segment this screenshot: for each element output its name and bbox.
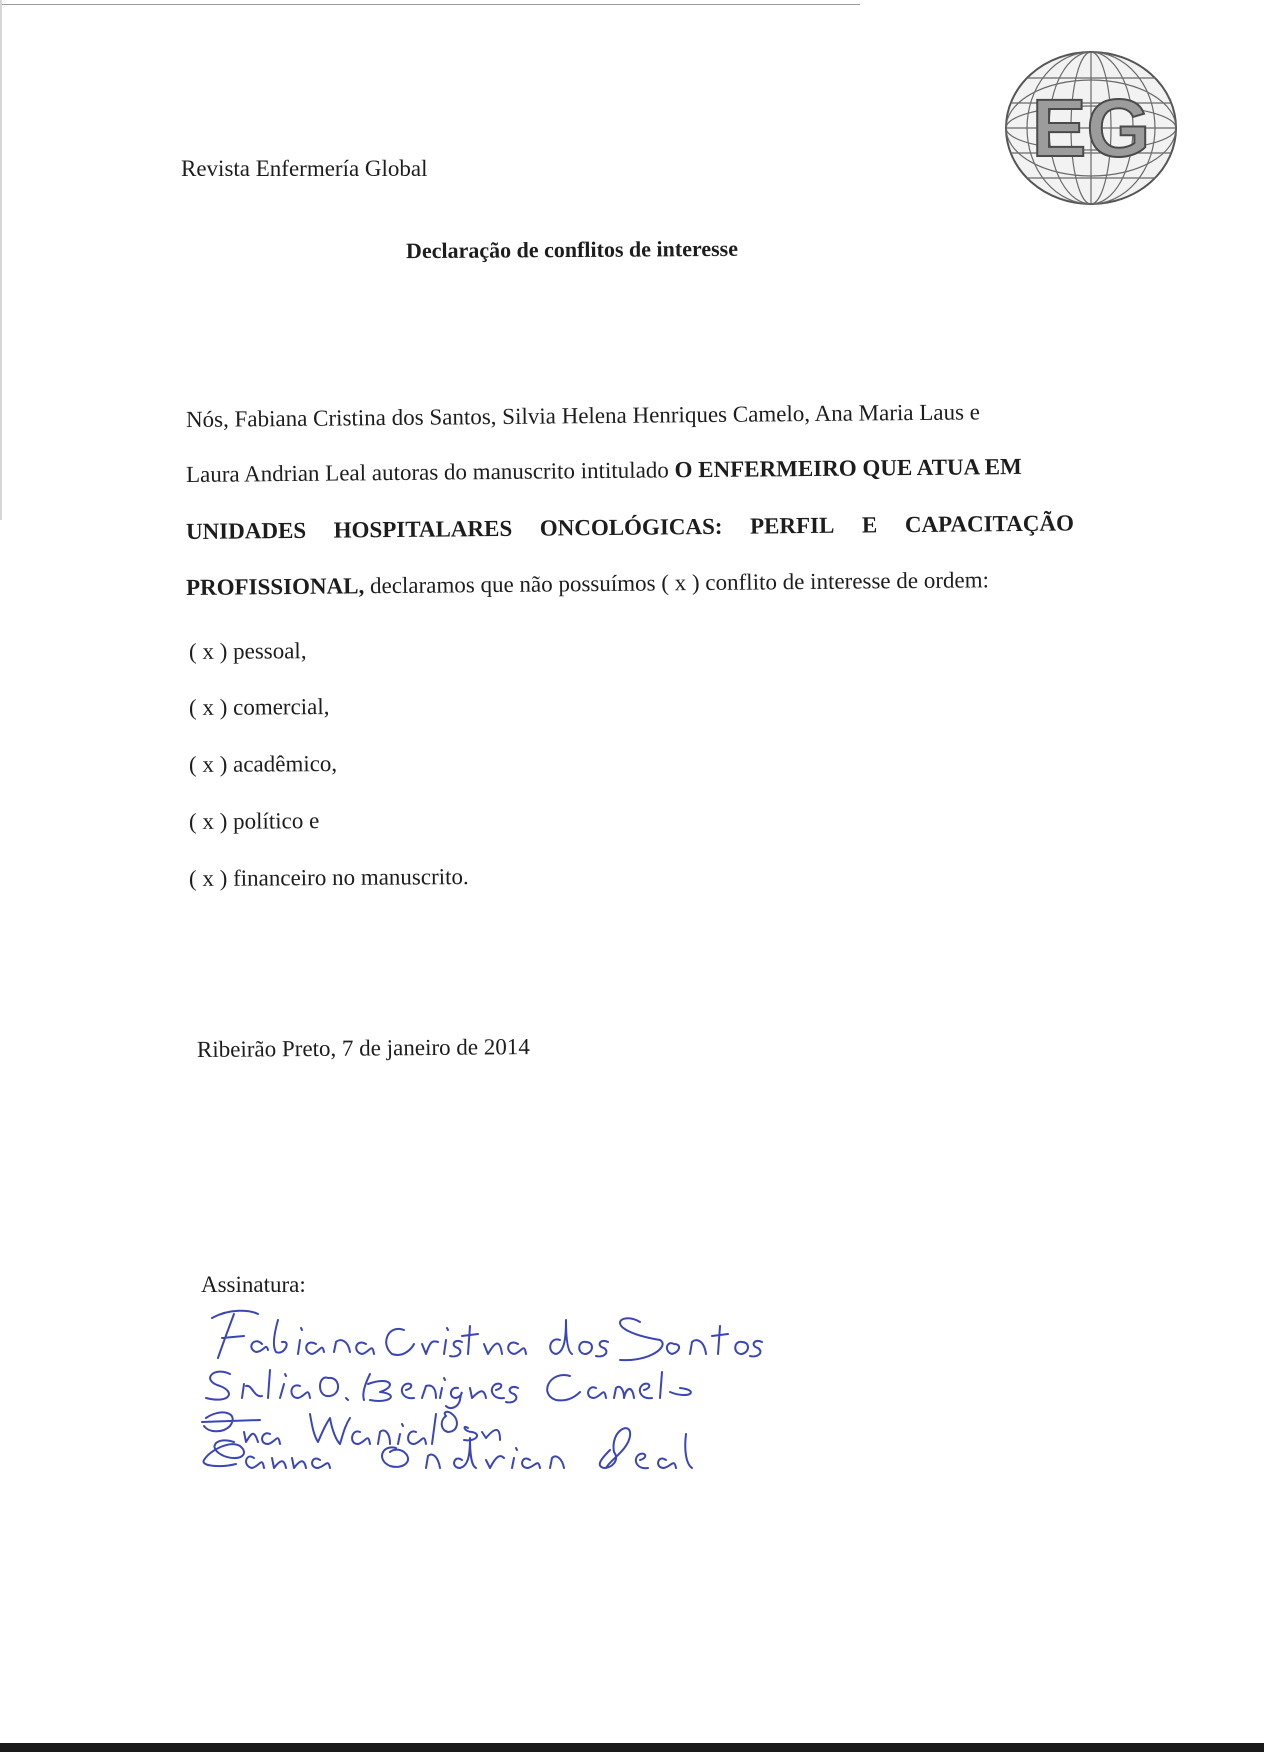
date-line: Ribeirão Preto, 7 de janeiro de 2014 bbox=[196, 1034, 530, 1062]
journal-name: Revista Enfermería Global bbox=[181, 156, 428, 181]
option-academico: ( x ) acadêmico, bbox=[188, 750, 338, 777]
title-word: E bbox=[861, 512, 878, 538]
manuscript-title-part-1: O ENFERMEIRO QUE ATUA EM bbox=[674, 453, 1022, 483]
declaration-text: declaramos que não possuímos ( x ) conflito de interesse de ordem: bbox=[364, 567, 990, 599]
title-word: PERFIL bbox=[749, 512, 835, 539]
manuscript-title-part-2 bbox=[186, 510, 1074, 545]
title-word: HOSPITALARES bbox=[333, 515, 513, 543]
option-financeiro: ( x ) financeiro no manuscrito. bbox=[188, 864, 469, 891]
signature-fabiana bbox=[212, 1311, 762, 1360]
title-word: CAPACITAÇÃO bbox=[904, 510, 1075, 538]
signature-label: Assinatura: bbox=[201, 1272, 306, 1297]
scan-edge-top bbox=[0, 4, 860, 5]
title-word: UNIDADES bbox=[185, 517, 307, 544]
option-politico: ( x ) político e bbox=[188, 808, 320, 834]
paragraph-line-2 bbox=[186, 454, 1022, 488]
handwritten-signatures bbox=[200, 1300, 800, 1470]
document-title: Declaração de conflitos de interesse bbox=[405, 235, 739, 264]
signature-laura bbox=[203, 1428, 692, 1468]
signature-ana bbox=[202, 1412, 500, 1444]
paragraph-line-2-text: Laura Andrian Leal autoras do manuscrito intitulado bbox=[185, 457, 675, 487]
option-pessoal: ( x ) pessoal, bbox=[188, 638, 307, 664]
paragraph-line-4 bbox=[186, 567, 989, 601]
scan-edge-left bbox=[0, 0, 2, 520]
option-comercial: ( x ) comercial, bbox=[188, 694, 330, 720]
signature-silvia bbox=[206, 1370, 691, 1408]
scan-edge-bottom bbox=[0, 1743, 1264, 1752]
logo-text: EG bbox=[1031, 83, 1151, 174]
globe-logo-icon bbox=[1003, 48, 1183, 208]
title-word: ONCOLÓGICAS: bbox=[539, 513, 723, 541]
manuscript-title-part-3: PROFISSIONAL, bbox=[185, 573, 365, 600]
paragraph-line-1: Nós, Fabiana Cristina dos Santos, Silvia Helena Henriques Camelo, Ana Maria Laus e bbox=[185, 399, 981, 432]
